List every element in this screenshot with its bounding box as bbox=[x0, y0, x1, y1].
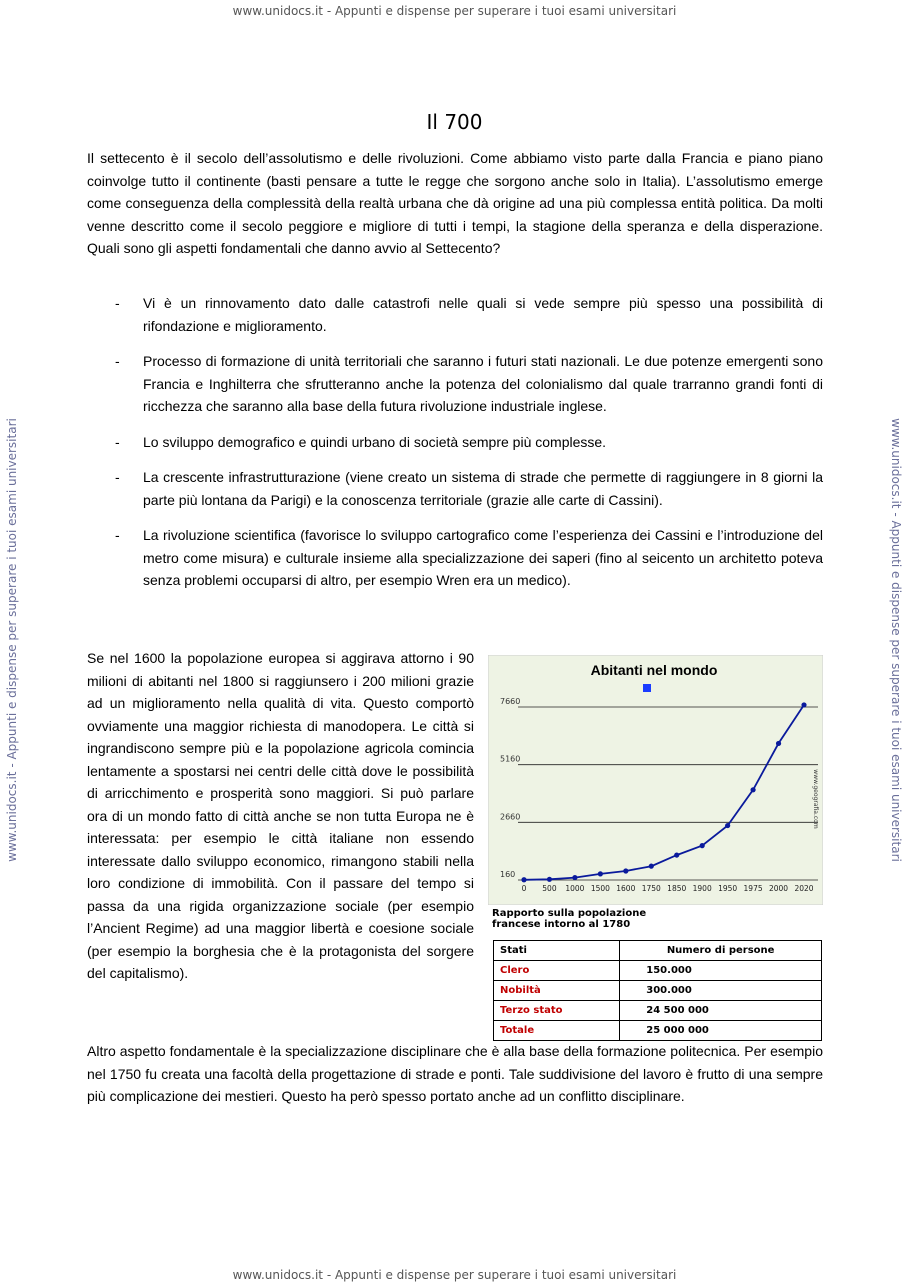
y-tick-label: 7660 bbox=[500, 697, 521, 706]
list-item bbox=[87, 524, 823, 592]
page-title: Il 700 bbox=[426, 110, 483, 134]
table-cell-value: 25 000 000 bbox=[620, 1021, 822, 1041]
intro-paragraph: Il settecento è il secolo dell’assolutismo e delle rivoluzioni. Come abbiamo visto parte dalla Francia e piano piano coinvolge tutto il continente (basti pensare a tutte le regge che sorgono anche solo in Italia). L’assolutismo emerge come conseguenza della complessità della realtà urbana che dà origine ad una più complessa entità politica. Da molti venne descritto come il secolo peggiore e migliore di tutti i tempi, la stagione della speranza e della disperazione. Quali sono gli aspetti fondamentali che danno avvio al Settecento? bbox=[87, 150, 823, 256]
x-tick-label: 1975 bbox=[743, 884, 763, 893]
population-table bbox=[493, 940, 822, 1041]
y-tick-label: 5160 bbox=[500, 754, 521, 764]
population-paragraph: Se nel 1600 la popolazione europea si aggirava attorno i 90 milioni di abitanti nel 1800 si raggiunsero i 200 milioni grazie ad un miglioramento nella qualità di vita. Questo comportò ovviamente una maggior richiesta di manodopera. Le città si ingrandiscono sempre più e la popolazione agricola comincia lentamente a spostarsi nei centri delle città dove le possibilità di arricchimento e prosperità sono maggiori. Si può parlare ora di un mondo fatto di città anche se non tutta Europa ne è interessata: per esempio le città italiane non essendo interessate dallo sviluppo economico, rimangono stabili nella loro condizione di immobilità. Con il passare del tempo si passa da una rigida organizzazione sociale (per esempio l’Ancient Regime) ad una maggior libertà e coesione sociale (per esempio la borghesia che è la protagonista del sorgere del capitalismo). bbox=[87, 650, 474, 981]
table-row bbox=[494, 1021, 822, 1041]
x-tick-label: 1950 bbox=[718, 884, 738, 893]
data-point bbox=[725, 823, 730, 828]
data-point bbox=[598, 871, 603, 876]
table-cell-category: Clero bbox=[494, 961, 620, 981]
population-chart bbox=[488, 655, 823, 905]
x-tick-label: 1750 bbox=[641, 884, 661, 893]
bullet-list bbox=[87, 292, 823, 605]
data-point bbox=[547, 877, 552, 882]
table-cell-value: 150.000 bbox=[620, 961, 822, 981]
x-tick-label: 1000 bbox=[565, 884, 585, 893]
column-header-stati: Stati bbox=[494, 941, 620, 961]
x-tick-label: 2020 bbox=[794, 884, 814, 893]
table-row bbox=[494, 981, 822, 1001]
bullet-marker: - bbox=[115, 433, 120, 450]
table-row bbox=[494, 1001, 822, 1021]
chart-title: Abitanti nel mondo bbox=[590, 662, 718, 678]
x-tick-label: 1900 bbox=[692, 884, 712, 893]
x-tick-label: 1500 bbox=[590, 884, 610, 893]
table-cell-value: 300.000 bbox=[620, 981, 822, 1001]
list-item-text: Processo di formazione di unità territoriali che saranno i futuri stati nazionali. Le due potenze emergenti sono Francia e Inghilterra che sfrutteranno anche la potenza del colonialismo dal quale trarranno grandi fonti di ricchezza che saranno alla base della futura rivoluzione industriale inglese. bbox=[143, 353, 823, 414]
x-tick-label: 1850 bbox=[667, 884, 687, 893]
data-point bbox=[649, 864, 654, 869]
data-point bbox=[674, 852, 679, 857]
chart-background bbox=[488, 655, 823, 905]
list-item bbox=[87, 431, 823, 454]
list-item bbox=[87, 466, 823, 511]
side-watermark-left: www.unidocs.it - Appunti e dispense per superare i tuoi esami universitari bbox=[5, 418, 19, 862]
list-item-text: La crescente infrastrutturazione (viene creato un sistema di strade che permette di raggiungere in 8 giorni la parte più lontana da Parigi) e la conoscenza territoriale (grazie alle carte di Cassini). bbox=[143, 469, 823, 508]
footer-banner[interactable]: www.unidocs.it - Appunti e dispense per superare i tuoi esami universitari bbox=[232, 1268, 677, 1282]
table-row bbox=[494, 961, 822, 981]
list-item-text: La rivoluzione scientifica (favorisce lo sviluppo cartografico come l’esperienza dei Cassini e l’introduzione del metro come misura) e culturale insieme alla specializzazione dei saperi (fino al seicento un architetto poteva senza problemi occuparsi di altro, per esempio Wren era un medico). bbox=[143, 527, 823, 588]
x-tick-label: 500 bbox=[542, 884, 557, 893]
table-cell-category: Totale bbox=[494, 1021, 620, 1041]
data-point bbox=[700, 843, 705, 848]
data-point bbox=[521, 877, 526, 882]
list-item-text: Lo sviluppo demografico e quindi urbano di società sempre più complesse. bbox=[143, 433, 607, 450]
table-cell-category: Nobiltà bbox=[494, 981, 620, 1001]
data-point bbox=[623, 868, 628, 873]
table-cell-category: Terzo stato bbox=[494, 1001, 620, 1021]
list-item bbox=[87, 292, 823, 337]
bullet-marker: - bbox=[115, 469, 120, 485]
bullet-marker: - bbox=[115, 295, 120, 311]
column-header-numero: Numero di persone bbox=[620, 941, 822, 961]
specialization-paragraph: Altro aspetto fondamentale è la specializzazione disciplinare che è alla base della formazione politecnica. Per esempio nel 1750 fu creata una facoltà della progettazione di strade e ponti. Tale suddivisione del lavoro è frutto di una sempre più complicazione dei mestieri. Questo ha però spesso portato anche ad un conflitto disciplinare. bbox=[87, 1043, 823, 1104]
data-point bbox=[801, 702, 806, 707]
y-tick-label: 2660 bbox=[500, 812, 521, 822]
table-header-row bbox=[494, 941, 822, 961]
population-chart-svg bbox=[488, 655, 823, 905]
chart-credit: www.geografia.com bbox=[812, 769, 819, 829]
y-tick-label: 160 bbox=[500, 870, 516, 879]
data-point bbox=[572, 875, 577, 880]
table-caption: Rapporto sulla popolazione francese intorno al 1780 bbox=[492, 908, 647, 930]
bullet-marker: - bbox=[115, 527, 120, 543]
data-point bbox=[776, 741, 781, 746]
x-tick-label: 0 bbox=[521, 884, 527, 893]
x-tick-label: 2000 bbox=[768, 884, 789, 893]
list-item bbox=[87, 350, 823, 418]
table-cell-value: 24 500 000 bbox=[620, 1001, 822, 1021]
legend-marker bbox=[643, 684, 651, 692]
bullet-marker: - bbox=[115, 353, 120, 369]
side-watermark-right: www.unidocs.it - Appunti e dispense per superare i tuoi esami universitari bbox=[889, 418, 903, 862]
list-item-text: Vi è un rinnovamento dato dalle catastrofi nelle quali si vede sempre più spesso una possibilità di rifondazione e miglioramento. bbox=[143, 295, 823, 334]
x-tick-label: 1600 bbox=[616, 884, 636, 893]
header-banner[interactable]: www.unidocs.it - Appunti e dispense per superare i tuoi esami universitari bbox=[232, 4, 677, 18]
data-point bbox=[750, 787, 755, 792]
